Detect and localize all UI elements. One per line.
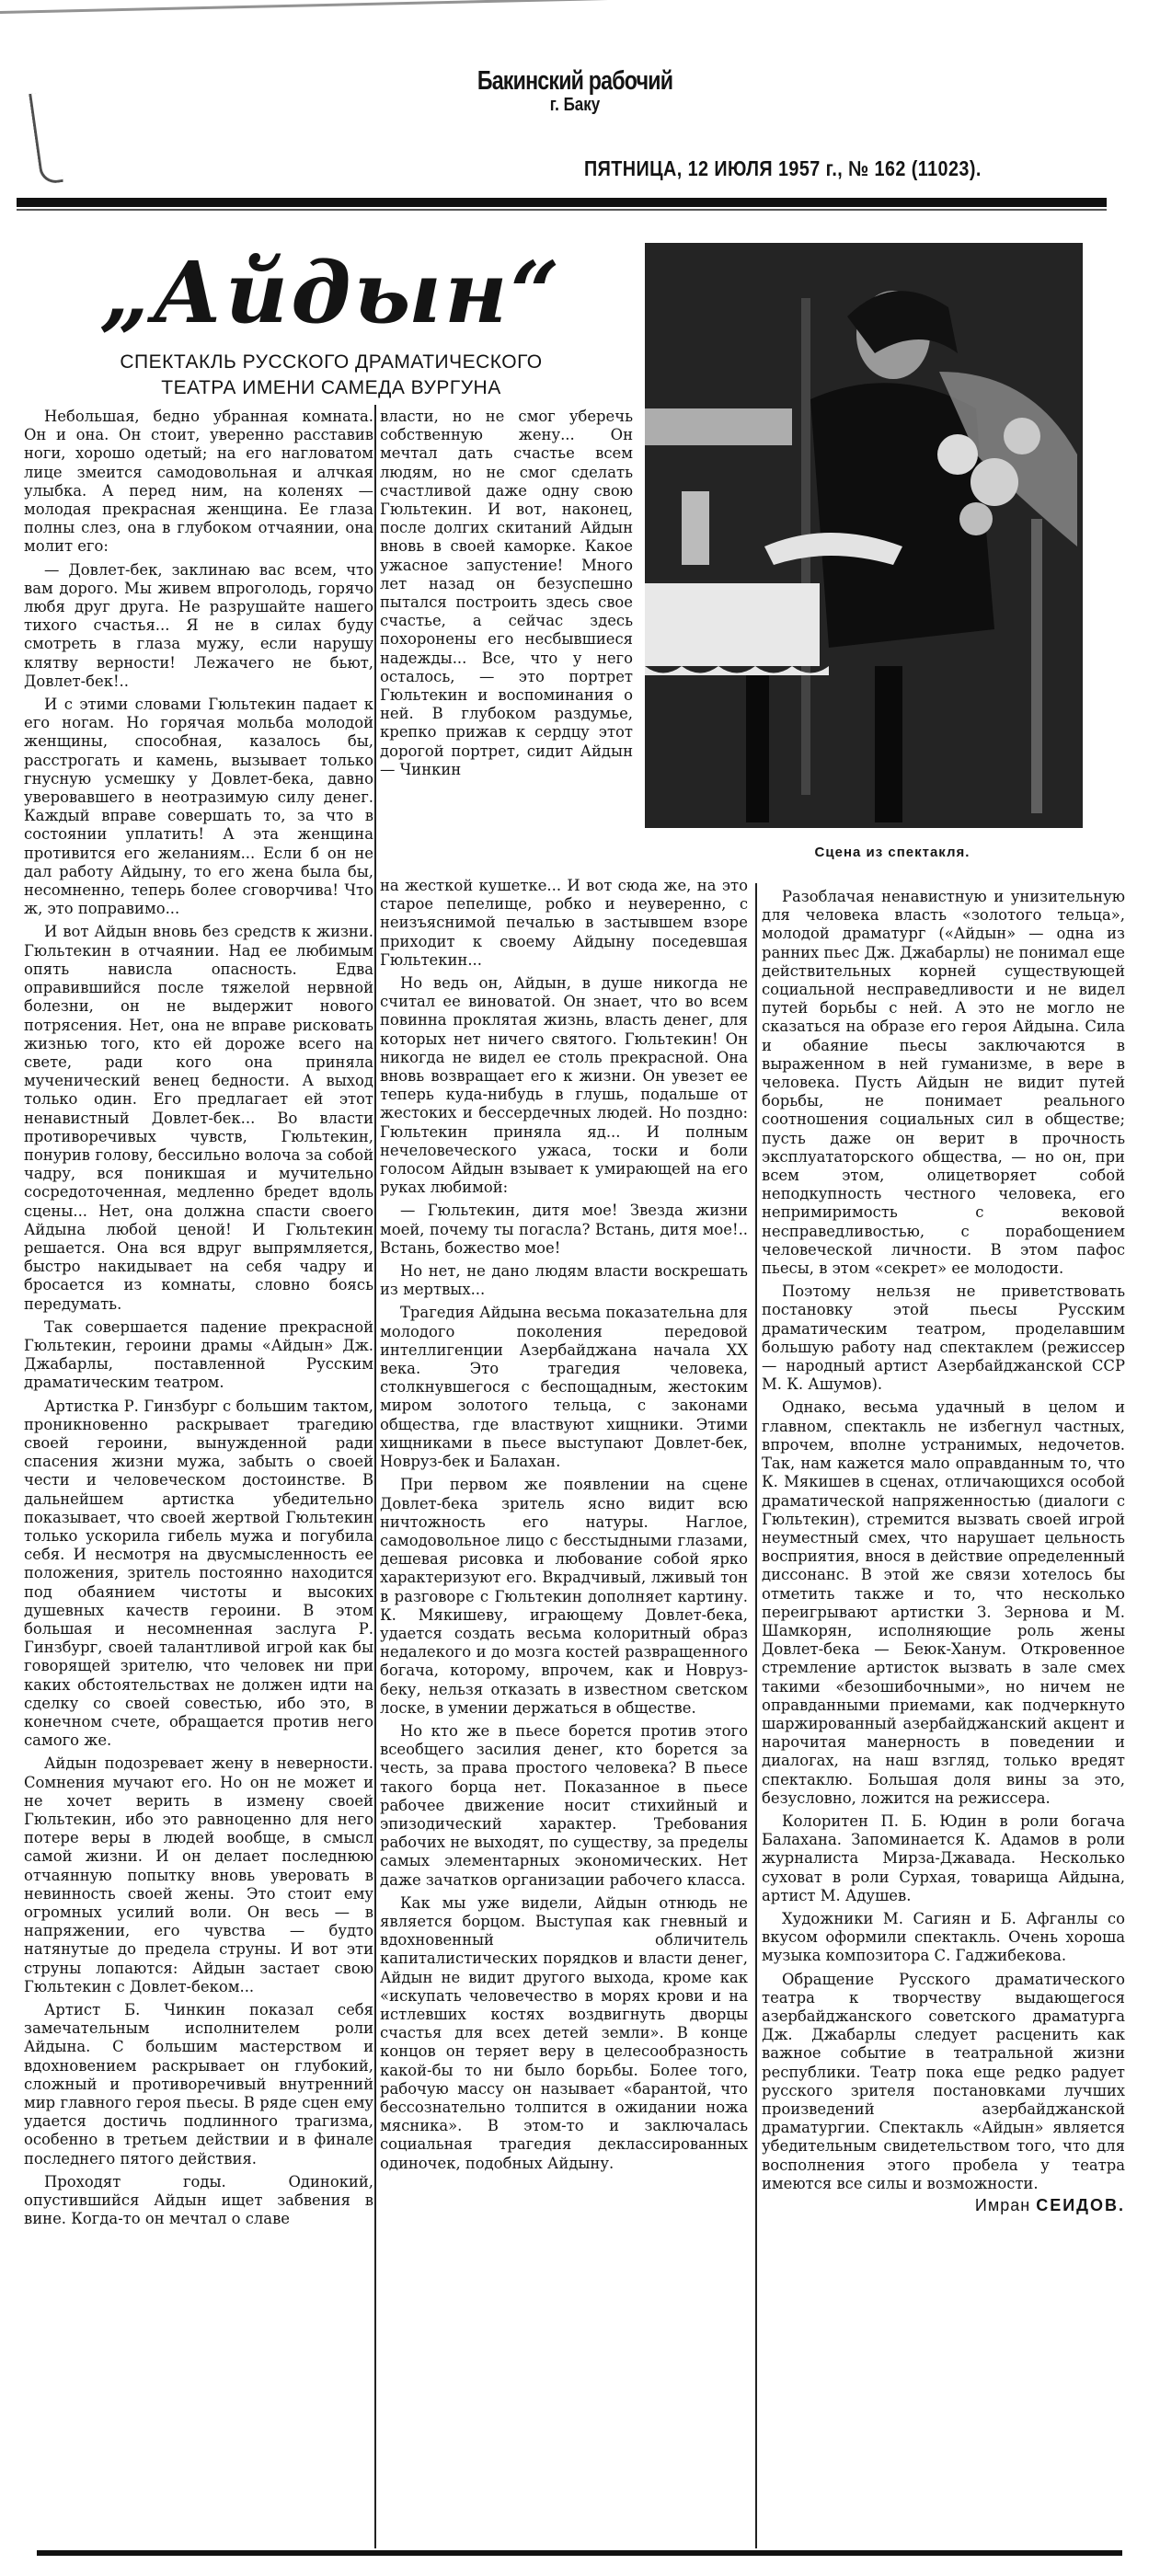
scan-smudge <box>0 0 883 14</box>
article-headline: „Айдын“ <box>99 243 563 342</box>
paragraph: Художники М. Сагиян и Б. Афганлы со вкусом оформили спектакль. Очень хороша музыка композитора С. Гаджибекова. <box>762 1909 1125 1965</box>
paragraph: Однако, весьма удачный в целом и главном, спектакль не избегнул частных, впрочем, вполне устранимых, недочетов. Так, нам кажется мало оправданным то, что К. Мякишев в сценах, отличающихся особой драматической напряженностью (диалоги с Гюльтекин), стремится вызвать своей игрой неуместный смех, что нарушает цельность восприятия, внося в действие определенный диссонанс. В этой же связи хотелось бы отметить также и то, что несколько переигрывают артистки З. Зернова и М. Шамкорян, исполняющие роль жены Довлет-бека — Беюк-Ханум. Откровенное стремление артисток вызвать в зале смех такими «безошибочными», но ничем не оправданными приемами, как подчеркнуто шаржированный азербайджанский акцент и нарочитая манерность в поведении и диалогах, на наш взгляд, только вредят спектаклю. Большая доля вины за это, безусловно, ложится на режиссера. <box>762 1398 1125 1807</box>
subhead-line-1: СПЕКТАКЛЬ РУССКОГО ДРАМАТИЧЕСКОГО <box>120 351 543 373</box>
article-subhead <box>37 350 626 401</box>
article-column-2-bottom <box>380 877 748 2551</box>
paragraph: Проходят годы. Одинокий, опустившийся Айдын ищет забвения в вине. Когда-то он мечтал о славе <box>24 2172 373 2228</box>
paragraph: Небольшая, бедно убранная комната. Он и она. Он стоит, уверенно расставив ноги, хорошо одетый; на его нагловатом лице змеится самодовольная и алчкая улыбка. А перед ним, на коленях — молодая прекрасная женщина. Ее глаза полны слез, она в глубоком отчаянии, она молит его: <box>24 408 373 556</box>
paragraph: И вот Айдын вновь без средств к жизни. Гюльтекин в отчаянии. Над ее любимым опять нависла опасность. Едва оправившийся после тяжелой нервной болезни, он не выдержит нового потрясения. Нет, она не вправе рисковать жизнью того, кто ей дороже всего на свете, ради кого она приняла мученический венец бедности. А выход только один. Его предлагает ей этот ненавистный Довлет-бек... Во власти противоречивых чувств, Гюльтекин, понурив голову, бессильно волоча за собой чадру, вся поникшая и мучительно сосредоточенная, медленно бредет вдоль сцены... Нет, она должна спасти своего Айдына любой ценой! И Гюльтекин решается. Она вся вдруг выпрямляется, быстро накидывает на себя чадру и бросается из комнаты, словно боясь передумать. <box>24 923 373 1313</box>
author-last-name: СЕИДОВ. <box>1036 2196 1125 2215</box>
paragraph: на жесткой кушетке... И вот сюда же, на это старое пепелище, робко и неуверенно, с неизъяснимой печалью в застывшем взоре приходит к своему Айдыну поседевшая Гюльтекин... <box>380 877 748 969</box>
column-divider-1 <box>374 405 376 2548</box>
paragraph: И с этими словами Гюльтекин падает к его ногам. Но горячая мольба молодой женщины, способная, казалось бы, расстрогать и камень, вызывает только гнусную усмешку у Довлет-бека, давно уверовавшего в неотразимую силу денег. Каждый вправе совершать то, за что в состоянии уплатить! А эта женщина противится его желаниям... Если б он не дал работу Айдыну, то его жена была бы, несомненно, теперь более сговорчива! Что ж, это поправимо... <box>24 696 373 918</box>
newspaper-city: г. Баку <box>549 95 601 115</box>
article-column-2-top <box>380 408 633 868</box>
author-signature <box>762 2196 1125 2214</box>
paragraph: Айдын подозревает жену в неверности. Сомнения мучают его. Но он не может и не хочет верить в измену своей Гюльтекин, ибо это равноценно для него потере веры в людей вообще, в смысл самой жизни. И он делает последнюю отчаянную попытку вновь уверовать в невинность своей жены. Это стоит ему огромных усилий воли. Он весь — в напряжении, его чувства — будто натянутые до предела струны. И вот эти струны лопаются: Айдын застает свою Гюльтекин с Довлет-беком... <box>24 1754 373 1995</box>
article-column-3 <box>762 888 1125 2553</box>
header-rule <box>17 198 1107 207</box>
paragraph: Колоритен П. Б. Юдин в роли богача Балахана. Запоминается К. Адамов в роли журналиста Мирза-Джавада. Несколько суховат в роли Сурхая, товарища Айдына, артист М. Адушев. <box>762 1811 1125 1904</box>
paragraph: — Гюльтекин, дитя мое! Звезда жизни моей, почему ты погасла? Встань, дитя мое!.. Встань, божество мое! <box>380 1202 748 1257</box>
paragraph: — Довлет-бек, заклинаю вас всем, что вам дорого. Мы живем впроголодь, горячо любя друг друга. Не разрушайте нашего тихого счастья... Я не в силах буду смотреть в глаза мужу, если нарушу клятву верности! Лежачего не бьют, Довлет-бек!.. <box>24 560 373 690</box>
paragraph: Как мы уже видели, Айдын отнюдь не является борцом. Выступая как гневный и вдохновенный обличитель капиталистических порядков и власти денег, Айдын не видит другого выхода, кроме как «искупать человечество в морях крови и на истлевших костях воздвигнуть дворцы счастья для всех детей земли». В конце концов он теряет веру в целесообразность какой-бы то ни было борьбы. Более того, рабочую массу он называет «барантой, что бессознательно толпится в ожидании ножа мясника». В этом-то и заключалась социальная трагедия деклассированных одиночек, подобных Айдыну. <box>380 1893 748 2172</box>
photo-icon <box>645 243 1083 828</box>
paragraph: власти, но не смог уберечь собственную жену... Он мечтал дать счастье всем людям, но не смог сделать счастливой даже одну свою Гюльтекин. И вот, наконец, после долгих скитаний Айдын вновь в своей каморке. Какое ужасное запустение! Много лет назад он безуспешно пытался построить здесь свое счастье, а сейчас здесь похоронены его несбывшиеся надежды... Все, что у него осталось, — это портрет Гюльтекин и воспоминания о ней. В глубоком раздумье, крепко прижав к сердцу этот дорогой портрет, сидит Айдын — Чинкин <box>380 408 633 778</box>
paragraph: При первом же появлении на сцене Довлет-бека зритель ясно видит всю ничтожность его натуры. Наглое, самодовольное лицо с бесстыдными глазами, дешевая рисовка и любование собой ярко характеризуют его. Вкрадчивый, лживый тон в разговоре с Гюльтекин дополняет картину. К. Мякишеву, играющему Довлет-бека, удается создать весьма колоритный образ недалекого и до мозга костей развращенного богача, которому, впрочем, как и Новруз-беку, нельзя отказать в известном светском лоске, в умении держаться в обществе. <box>380 1476 748 1717</box>
footer-rule <box>37 2550 1122 2556</box>
paragraph: Артистка Р. Гинзбург с большим тактом, проникновенно раскрывает трагедию своей героини, вынужденной ради спасения жизни мужа, забыть о своей чести и человеческом достоинстве. В дальнейшем артистка убедительно показывает, что своей жертвой Гюльтекин только ускорила гибель мужа и погубила себя. И несмотря на двусмысленность ее положения, зритель постоянно находится под обаянием чистоты и высоких душевных качеств героини. В этом большая и несомненная заслуга Р. Гинзбург, своей талантливой игрой как бы говорящей зрителю, что человек ни при каких обстоятельствах не должен идти на сделку со своей совестью, ибо это, в конечном счете, обращается против него самого же. <box>24 1397 373 1750</box>
newspaper-name: Бакинский рабочий <box>477 66 673 96</box>
paragraph: Но ведь он, Айдын, в душе никогда не считал ее виноватой. Он знает, что во всем повинна проклятая жизнь, власть денег, для которых нет ничего святого. Гюльтекин! Он никогда не видел ее столь прекрасной. Она вновь возвращает его к жизни. Он увезет ее теперь куда-нибудь в глушь, подальше от жестоких и бессердечных людей. Но поздно: Гюльтекин приняла яд... И полным нечеловеческого ужаса, тоски и боли голосом Айдын взывает к умирающей на его руках любимой: <box>380 974 748 1197</box>
issue-dateline: ПЯТНИЦА, 12 ИЮЛЯ 1957 г., № 162 (11023). <box>584 156 982 180</box>
column-divider-2 <box>755 883 757 2548</box>
newspaper-masthead <box>409 66 741 116</box>
paragraph: Но нет, не дано людям власти воскрешать из мертвых... <box>380 1262 748 1299</box>
article-column-1 <box>24 408 373 2551</box>
subhead-line-2: ТЕАТРА ИМЕНИ САМЕДА ВУРГУНА <box>161 377 501 398</box>
paragraph: Поэтому нельзя не приветствовать постановку этой пьесы Русским драматическим театром, проделавшим большую работу над спектаклем (режиссер — народный артист Азербайджанской ССР М. К. Ашумов). <box>762 1282 1125 1394</box>
paragraph: Трагедия Айдына весьма показательна для молодого поколения передовой интеллигенции Азербайджана начала XX века. Это трагедия человека, столкнувшегося с беспощадным, жестоким миром золотого тельца, с законами общества, где властвуют хищники. Этими хищниками в пьесе выступают Довлет-бек, Новруз-бек и Балахан. <box>380 1304 748 1471</box>
scene-photo <box>645 243 1083 828</box>
paragraph: Но кто же в пьесе борется против этого всеобщего засилия денег, кто борется за честь, за права простого человека? В пьесе такого борца нет. Показанное в пьесе рабочее движение носит стихийный и эпизодический характер. Требования рабочих не выходят, по существу, за пределы самых элементарных экономических. Нет даже зачатков организации рабочего класса. <box>380 1721 748 1889</box>
paragraph: Разоблачая ненавистную и унизительную для человека власть «золотого тельца», молодой драматург («Айдын» — одна из ранних пьес Дж. Джабарлы) не понимал еще действительных корней существующей социальной несправедливости и не видел путей борьбы с ней. А это не могло не сказаться на образе его героя Айдына. Сила и обаяние пьесы заключаются в выраженном в ней гуманизме, в вере в человека. Пусть Айдын не видит путей борьбы, не понимает реального соотношения социальных сил в обществе; пусть даже он верит в прочность эксплуататорского общества, — но он, при всем этом, олицетворяет собой неподкупность честного человека, его непримиримость с вековой несправедливостью, с порабощением человеческой личности. В этом пафос пьесы, в этом «секрет» ее молодости. <box>762 888 1125 1278</box>
header-rule-thin <box>17 209 1107 211</box>
paragraph: Так совершается падение прекрасной Гюльтекин, героини драмы «Айдын» Дж. Джабарлы, поставленной Русским драматическим театром. <box>24 1317 373 1392</box>
paragraph: Обращение Русского драматического театра к творчеству выдающегося азербайджанского советского драматурга Дж. Джабарлы следует расценить как важное событие в театральной жизни республики. Театр пока еще редко радует русского зрителя постановками лучших произведений азербайджанской драматургии. Спектакль «Айдын» является убедительным свидетельством того, что для восполнения этого пробела у театра имеются все силы и возможности. <box>762 1970 1125 2192</box>
paragraph: Артист Б. Чинкин показал себя замечательным исполнителем роли Айдына. С большим мастерством и вдохновением раскрывает он глубокий, сложный и противоречивый внутренний мир главного героя пьесы. В ряде сцен ему удается достичь подлинного трагизма, особенно в третьем действии и в финале последнего пятого действия. <box>24 2001 373 2168</box>
photo-caption: Сцена из спектакля. <box>814 845 970 860</box>
author-first-name: Имран <box>974 2196 1031 2215</box>
handwritten-margin-mark <box>29 91 63 185</box>
